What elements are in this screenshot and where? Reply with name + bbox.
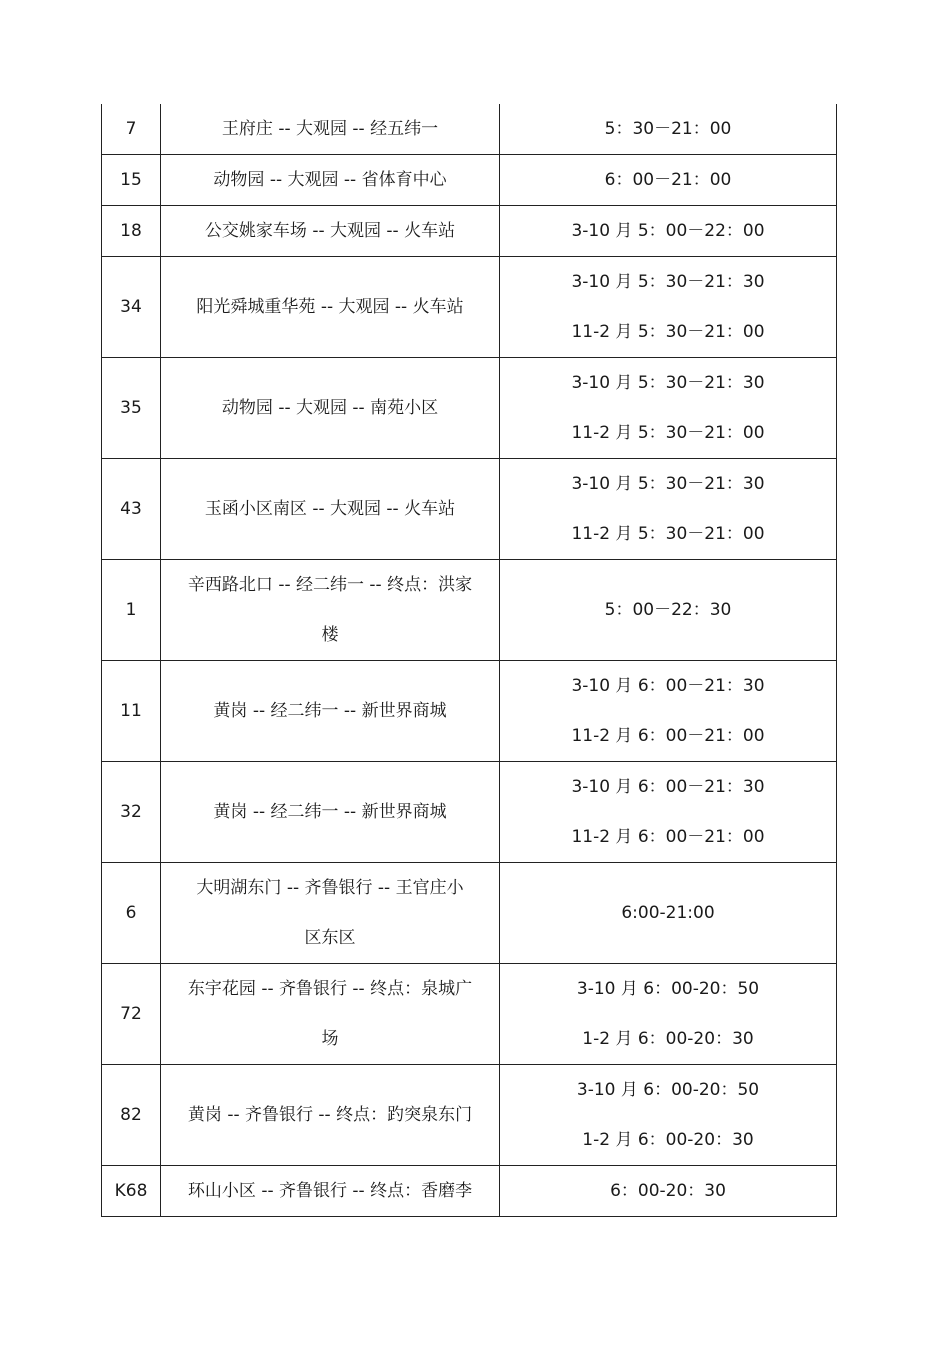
route-stops-text: 黄岗 -- 齐鲁银行 -- 终点：趵突泉东门 <box>187 1105 473 1125</box>
service-hours-cell <box>500 863 837 964</box>
route-stops-cell <box>161 459 500 560</box>
service-hours-text: 11-2 月 5：30－21：00 <box>571 322 765 342</box>
bus-schedule-body <box>102 104 837 1217</box>
route-number-cell: 72 <box>102 964 161 1065</box>
table-row <box>102 1166 837 1217</box>
route-stops-text: 黄岗 -- 经二纬一 -- 新世界商城 <box>213 802 447 822</box>
route-number-cell: 18 <box>102 206 161 257</box>
service-hours-text: 5：30－21：00 <box>604 119 732 139</box>
table-row <box>102 863 837 964</box>
route-stops-text: 黄岗 -- 经二纬一 -- 新世界商城 <box>213 701 447 721</box>
route-stops-cell <box>161 560 500 661</box>
table-row <box>102 104 837 155</box>
route-number-cell: 34 <box>102 257 161 358</box>
service-hours-text: 3-10 月 6：00-20：50 <box>576 1080 760 1100</box>
table-row <box>102 762 837 863</box>
service-hours-cell <box>500 358 837 459</box>
service-hours-cell <box>500 661 837 762</box>
route-stops-text: 环山小区 -- 齐鲁银行 -- 终点：香磨李 <box>187 1181 473 1201</box>
service-hours-cell <box>500 1065 837 1166</box>
route-stops-text: 区东区 <box>304 928 356 948</box>
service-hours-cell <box>500 257 837 358</box>
service-hours-cell <box>500 964 837 1065</box>
route-stops-text: 动物园 -- 大观园 -- 省体育中心 <box>213 170 447 190</box>
route-stops-text: 大明湖东门 -- 齐鲁银行 -- 王官庄小 <box>196 878 464 898</box>
table-row <box>102 1065 837 1166</box>
route-stops-cell <box>161 964 500 1065</box>
table-row <box>102 560 837 661</box>
route-stops-text: 动物园 -- 大观园 -- 南苑小区 <box>221 398 439 418</box>
service-hours-text: 11-2 月 6：00－21：00 <box>571 827 765 847</box>
route-number-cell: 35 <box>102 358 161 459</box>
route-stops-text: 阳光舜城重华苑 -- 大观园 -- 火车站 <box>196 297 464 317</box>
route-number-cell: 15 <box>102 155 161 206</box>
route-stops-text: 公交姚家车场 -- 大观园 -- 火车站 <box>204 221 456 241</box>
service-hours-text: 6：00－21：00 <box>604 170 732 190</box>
route-stops-text: 王府庄 -- 大观园 -- 经五纬一 <box>221 119 439 139</box>
service-hours-text: 1-2 月 6：00-20：30 <box>582 1029 754 1049</box>
route-stops-cell <box>161 155 500 206</box>
service-hours-cell <box>500 762 837 863</box>
route-stops-text: 场 <box>321 1029 339 1049</box>
service-hours-cell <box>500 155 837 206</box>
table-row <box>102 459 837 560</box>
route-number-cell: K68 <box>102 1166 161 1217</box>
route-stops-cell <box>161 762 500 863</box>
service-hours-text: 11-2 月 5：30－21：00 <box>571 524 765 544</box>
table-row <box>102 155 837 206</box>
service-hours-text: 3-10 月 6：00－21：30 <box>571 676 765 696</box>
service-hours-text: 5：00－22：30 <box>604 600 732 620</box>
service-hours-text: 11-2 月 6：00－21：00 <box>571 726 765 746</box>
route-number-cell: 82 <box>102 1065 161 1166</box>
service-hours-text: 3-10 月 6：00－21：30 <box>571 777 765 797</box>
service-hours-text: 1-2 月 6：00-20：30 <box>582 1130 754 1150</box>
service-hours-cell <box>500 560 837 661</box>
route-stops-text: 东宇花园 -- 齐鲁银行 -- 终点：泉城广 <box>187 979 473 999</box>
bus-schedule-table <box>101 104 837 1217</box>
table-row <box>102 964 837 1065</box>
route-number-cell: 7 <box>102 104 161 155</box>
route-stops-cell <box>161 104 500 155</box>
service-hours-text: 3-10 月 5：30－21：30 <box>571 373 765 393</box>
service-hours-cell <box>500 459 837 560</box>
route-stops-cell <box>161 206 500 257</box>
service-hours-text: 11-2 月 5：30－21：00 <box>571 423 765 443</box>
service-hours-text: 3-10 月 5：30－21：30 <box>571 474 765 494</box>
route-stops-text: 玉函小区南区 -- 大观园 -- 火车站 <box>204 499 456 519</box>
service-hours-text: 3-10 月 5：00－22：00 <box>571 221 765 241</box>
table-row <box>102 206 837 257</box>
route-number-cell: 32 <box>102 762 161 863</box>
service-hours-cell <box>500 104 837 155</box>
route-stops-cell <box>161 661 500 762</box>
route-number-cell: 1 <box>102 560 161 661</box>
table-row <box>102 661 837 762</box>
route-stops-cell <box>161 1065 500 1166</box>
route-stops-cell <box>161 863 500 964</box>
service-hours-text: 6:00-21:00 <box>621 903 715 923</box>
route-stops-text: 辛西路北口 -- 经二纬一 -- 终点：洪家 <box>187 575 473 595</box>
route-number-cell: 43 <box>102 459 161 560</box>
route-stops-cell <box>161 1166 500 1217</box>
service-hours-text: 3-10 月 6：00-20：50 <box>576 979 760 999</box>
route-stops-text: 楼 <box>321 625 339 645</box>
service-hours-cell <box>500 1166 837 1217</box>
service-hours-text: 6：00-20：30 <box>610 1181 726 1201</box>
route-number-cell: 6 <box>102 863 161 964</box>
route-stops-cell <box>161 358 500 459</box>
table-row <box>102 358 837 459</box>
service-hours-text: 3-10 月 5：30－21：30 <box>571 272 765 292</box>
route-number-cell: 11 <box>102 661 161 762</box>
route-stops-cell <box>161 257 500 358</box>
service-hours-cell <box>500 206 837 257</box>
table-row <box>102 257 837 358</box>
